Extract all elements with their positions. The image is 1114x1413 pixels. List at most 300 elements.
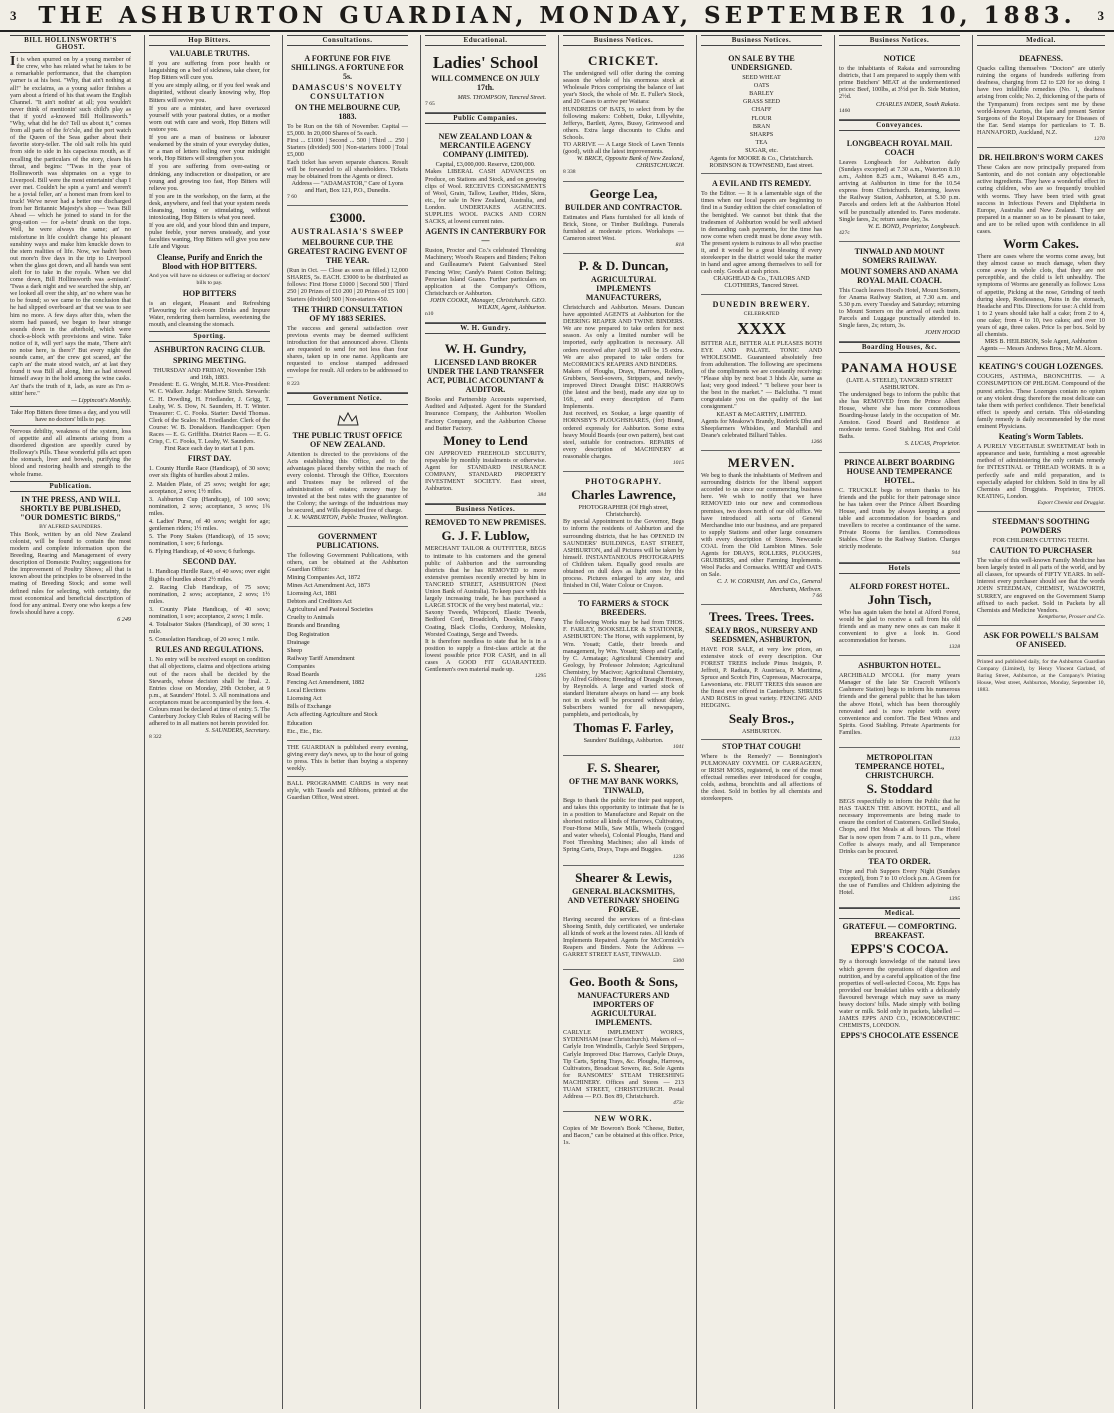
publication-item: Fencing Act Amendment, 1882 [287,679,365,687]
story-heading: BILL HOLLINSWORTH'S GHOST. [10,35,131,53]
methven-signature: C. J. W. CORNISH, Jun. and Co., General Merchants, Methven. [717,578,822,593]
ad-ref: 427c [839,229,850,236]
deafness-ad [977,49,1105,148]
agents-text: Ruston, Proctor and Co.'s celebrated Threshing Machinery; Wood's Reapers and Binders; Felton and Guilleaume's Patent Galvanised Steel Fencing Wire; Candy's Patent Cotton Belting; Peruvian Island Guano. Further particulars on application at the Company's Offices, Christchurch or Ashburton. [425,247,546,297]
farley-sub: Saunders' Buildings, Ashburton. [583,736,664,744]
steedman-sub: FOR CHILDREN CUTTING TEETH. [992,536,1090,544]
brewery-text: BITTER ALE, BITTER ALE PLEASES BOTH EYE AND PALATE. TONIC AND WHOLESOME. Guaranteed absolutely free from adulteration. The following are specimens of the compliments we are constantly receiving: "Please ship by next boat 3 hhds Ale, same as last; very good indeed." "I believe your beer is the best in the market." — Balclutha. "I must congratulate you on the quality of the last consignment." [701,339,822,411]
royal-crest-icon [335,411,361,427]
masthead [0,4,1114,32]
cricket-list: HUNDREDS OF BATS, to select from by the following makers: Cobbett, Duke, Lillywhite, Jefferys, Bartlett, Ayres, Bussy, Grimwood and others. Extra large discounts to Clubs and Schools. [563,105,684,141]
tisch-title: John Tisch, [867,591,932,607]
publication-item: Bills of Exchange [287,703,332,711]
hop-bitters-text: is an elegant, Pleasant and Refreshing Flavouring for sick-room Drinks and Impure Water, rendering them harmless, sweetening the mouth, and cleansing the stomach. [149,299,270,328]
ad-ref: n10 [425,311,434,318]
cough-text: Where is the Remedy? — Bonnington's PULMONARY OXYMEL OF CARRAGEEN, or IRISH MOSS, registered, is one of the most effectual remedies ever introduced for coughs, colds, asthma, bronchitis and all affections of the chest. Sold in bottles by all chemists and storekeepers. [701,752,822,803]
agents-title: AGENTS IN CANTERBURY FOR — [425,227,546,246]
cricket-arrive: TO ARRIVE — A Large Stock of Lawn Tennis (good), with all the latest improvements. [563,141,684,156]
sale-item: SEED WHEAT [742,74,781,82]
damascus-sub: ON THE MELBOURNE CUP, 1883. [295,103,400,122]
public-trust-title: THE PUBLIC TRUST OFFICE OF NEW ZEALAND. [292,430,403,449]
coach-text: Leaves Longbeach for Ashburton daily (Sundays excepted) at 7.30 a.m., Waterton 8.10 a.m., Ashton 8.25 a.m., Wakanui 8.45 a.m., arriving at Ashburton in time for the 10.54 express from Christchurch. Returning, leaves the Railway Station, Ashburton, at 5.30 p.m. Parcels and orders left at the Ashburton Hotel will be punctually attended to. Fares moderate. Single fares, 2s; return same day, 3s. [839,158,960,223]
notice-text: to the inhabitants of Rakaia and surrounding districts, that I am prepared to supply them with prime Butchers' MEAT at the undermentioned prices: Beef, 100lbs, at 3½d per lb. Side Mutton, 2½d. [839,65,960,101]
ad-ref: 8 338 [563,169,576,176]
tinwald-signature: JOHN HOOD [924,329,960,337]
column-5 [558,35,688,1409]
duncan-sub: AGRICULTURAL IMPLEMENTS MANUFACTURERS, [585,274,662,302]
ad-ref: 1266 [810,438,822,445]
on-sale-signature: Agents for MOORE & Co., Christchurch. ROBINSON & TOWNSEND, East street. [709,155,814,170]
tisch-text: Who has again taken the hotel at Alford Forest, would be glad to receive a call from his old friends and as many new ones as can make it convenient to give a look in. Good accommodation for horses. [839,608,960,644]
evil-remedy-title: A EVIL AND ITS REMEDY. [711,179,812,189]
on-sale-ad [701,49,822,174]
sale-item: TEA [755,138,768,146]
ad-ref: 8 322 [149,734,162,741]
stoddard-text: BEGS respectfully to inform the Public that he HAS TAKEN THE ABOVE HOTEL, and all necessary improvements are being made to ensure the comfort of Customers. Grilled Steaks, Chops, and Hot Meals at all hours. The Hotel Bar is now open from 7 a.m. to 11 p.m., where Coffee is always ready, and all Temperance Drinks can be procured. [839,798,960,855]
tinwald-sub: MOUNT SOMERS AND ANAMA ROYAL MAIL COACH. [840,266,959,285]
gundry-title: W. H. Gundry, [444,341,527,357]
booth-title: Geo. Booth & Sons, [569,974,678,990]
alford-forest-ad [839,577,960,657]
nz-loan-ad [425,127,546,323]
methven-text: We beg to thank the inhabitants of Methven and surrounding districts for the liberal support accorded to us since our commencing business here. We wish to notify that we have REMOVED into our new and commodious premises, two doors north of our old office. We have introduced all sorts of General Merchandise into our business, and are prepared to supply Stations and other large consumers with every description of Stores. Newcastle COAL from the Old Lambton Mines. Sole Agents for DRAYS, ROLLERS, PLOUGHS, GRUBBERS, and other Farming Implements. Wool Packs and Cornsacks. WHEAT and OATS on Sale. [701,472,822,579]
publication-item: Mines Act Amendment Act, 1873 [287,581,371,589]
conveyances-heading: Conveyances. [839,120,960,131]
shearer-text: Begs to thank the public for their past support, and takes this opportunity to intimate that he is in a position to Manufacture and Repair on the shortest notice all kinds of Harrows, Cultivators, Four-Horse Mills, Saw Mills, Wheels (cogged and water wheels), Colonial Ploughs, Hand and Foot Threshing Machines; also all kinds of Spring Carts, Drays, Traps and Buggies. [563,796,684,854]
column-6 [696,35,826,1409]
rakaia-notice-ad [839,49,960,120]
ad-ref: 1295 [534,673,546,680]
heilbron-title: DR. HEILBRON'S WORM CAKES [978,153,1104,163]
trees-sub: SEALY BROS., NURSERY AND SEEDSMEN, ASHBURTON, [705,625,818,644]
hotels-heading: Hotels [839,563,960,574]
lublow-end: It is therefore needless to state that he is in a position to supply a first-class article at the lowest possible price FOR CASH, and in all cases A GOOD FIT GUARANTEED. Gentlemen's own material made up. [425,637,546,674]
public-companies-heading: Public Companies. [425,113,546,124]
third-consultation: THE THIRD CONSULTATION OF MY 1883 SERIES. [292,304,403,323]
publication-item: Sheep [287,646,303,654]
race-entry: 4. Totalisator Stakes (Handicap), of 30 sovs; 1 mile. [149,621,270,636]
educational-heading: Educational. [425,35,546,46]
cleanse-line: Cleanse, Purify and Enrich the Blood with HOP BITTERS. [156,252,263,271]
brewery-signature: KEAST & McCARTHY, LIMITED. [716,410,807,418]
medical-heading: Medical. [977,35,1105,46]
ashburton-hotel-ad [839,656,960,748]
column-1 [6,35,135,1409]
race-entry: 5. Consolation Handicap, of 20 sovs; 1 mile. [149,636,260,644]
consultation-text: The success and general satisfaction over previous events may be deemed sufficient introduction for that announced above. Clients are requested to send for not less than four shares, taken up in one name. Applicants are requested to enclose stamped addressed envelope for result. All orders to be addressed to — [287,324,408,382]
keating-ad [977,357,1105,512]
hop-truth: If you are a minister, and have overtaxed yourself with your pastoral duties, or a mother worn out with care and work, Hop Bitters will restore you. [149,104,270,133]
story-text: It is when spurred on by a young member of the crew, who has related what he takes to be a remarkable performance, that the champion yarner is at his best. "Why, that ain't nothing at all!" he exclaims, as a young sailor finishes a yarn about a friend of his that swam the English Channel. "It ain't nothin' at all; you wouldn't never think of mentionin' such child's play as that if you'd a-knowed Bill Hollinsworth." "Why, what did he do? Tell us about it," comes from all parts of the fo'c'sle, and the port watch of the Queen of the Seas gather about their favorite story-teller. The old salt rolls his quid from side to side in his capacious mouth, as if recalling the particulars of the story, clears his throat, and begins: "'Twas in the year of Hollinsworth was shipmates on a vyge to Liverpool. Bill were the most entertainin' chap I ever met. Couldn't he spin a yarn! and weren't he a jovial feller, an' a honest man from keel to truck! We've never had a better one discharged from her Britannic Majesty's shop — 'twas Bill Ahead — which he joined to stand in for the grog-ration — for a-bein' drunk on the tops. Well, he were always the same; an' no misfortune in life couldn't change his pleasant sunshiny ways and make him knuckle down to the stern realities of life. Now, we hadn't been out more'n five days in the trip to Liverpool when the glass got down, and all hands was sent aloft for to take in the royals. When we did come down, Bill Hollinsworth was a-missin'. 'Twas a dark night and we searched the ship, an' we looked all over the ship, an' no where was he to be found; so we came to the conclusion that he had slipped overboard an' that we was to see him no more. A few days after this, when the storm had passed, we began to hear strange sounds down in the afterhold, which were chock-a-block with provisions and wine. Take notice of it, will yer! says the mate, 'There ain't no noise here, is there?' But every night the sounds came, an' the crew got scared, an' the cap'n an' the mate stood watch, an' at last they found it was Bill all along, him as had stowed himself away in the hold among the wine casks. An' that's the truth of it, lads, as sure as I'm a-sittin' here." [10,54,131,397]
damascus-address: Address — "ADAMASTOR," Care of Lyons and Hart, Box 121, P.O., Dunedin. [291,179,404,194]
photography-ad [563,472,684,594]
hop-truth: If you are simply ailing, or if you feel weak and dispirited, without clearly knowing why, Hop Bitters will revive you. [149,82,270,104]
cricket-signature: W. BRICE, Opposite Bank of New Zealand, CHRISTCHURCH. [576,155,684,170]
gov-publications-title: GOVERNMENT PUBLICATIONS. [316,531,379,550]
heilbron-signature: MRS B. HEILBRON, Sole Agent, Ashburton Agents — Messrs Andrews Bros.; Mr M. Alcorn. [979,338,1103,353]
ad-ref: 7 65 [425,101,435,108]
hop-truths-list [149,60,270,250]
sale-item: FLOUR [751,114,772,122]
ad-ref: 1133 [949,736,960,742]
trees-title: Trees. Trees. Trees. [708,608,815,624]
shearer-ad [563,756,684,866]
shearer-lewis-ad [563,866,684,971]
publication-author: BY ALFRED SAUNDERS. [39,523,102,530]
photography-heading: PHOTOGRAPHY. [585,477,662,487]
nz-loan-title: NEW ZEALAND LOAN & MERCANTILE AGENCY COMPANY (LIMITED). [438,132,533,160]
worm-cakes-text: There are cases where the worms come away, but they almost cause so much damage, when they come away in whole clots, that they are not perceptible, and the child is left unhealthy. The symptoms of Worms are generally as follows: Loss of appetite, Picking at the nose, Grinding of teeth during sleep, Restlessness, Pains in the stomach, Headache and Fits. Directions for use: A child from 1 to 2 years should take half a cake; from 2 to 4, one cake; from 4 to 10, two cakes; and over 10 years of age, three cakes. Price 1s per box. Sold by all chemists. [977,253,1105,339]
sporting-heading: Sporting. [149,331,270,342]
ad-ref: 818 [675,241,684,248]
brewery-title: DUNEDIN BREWERY. [712,299,811,309]
publications-list [287,574,408,735]
shearer-title: F. S. Shearer, [587,759,660,775]
farmers-text: The following Works may be had from THOS. F. FARLEY, BOOKSELLER & STATIONER, ASHBURTON: The Horse, with supplement, by Wm. Youatt; Cattle, their breeds and management, by Wm. Youatt; Sheep and Cattle, by C. Armatage; Agricultural Chemistry and Geology, by Professor Johnston; Agricultural Chemistry, by Macivor; Agricultural Chemistry, by Alfred Gibbons; Breeding of Draught Horses, by Reynolds. A large and varied stock of standard literature always on hand — any book not in stock will be procured without delay. Subscribers wanted for all newspapers, pamphlets, and periodicals, by [563,619,684,719]
heilbron-ad [977,148,1105,357]
panama-house-ad [839,356,960,453]
heilbron-text: These Cakes are now principally prepared from Santonin, and do not contain any objectionable active ingredients. They have a wonderful effect in curing children, who are so frequently troubled with worms. They have been tried with great success in Infectious Fevers and Diphtheria in Europe, Australia and New Zealand. They are prepared in a manner so as to be pleasant to take, and are to be relied upon with confidence in all cases. [977,164,1105,235]
worm-tablets-text: A PURELY VEGETABLE SWEETMEAT both in appearance and taste, furnishing a most agreeable method of administering the only certain remedy for INTESTINAL or THREAD WORMS. It is a perfectly safe and mild preparation, and is especially adapted for children. Sold in tins by all Chemists and Druggists. Proprietor, THOS. KEATING, London. [977,443,1105,500]
column-7 [834,35,964,1409]
ladies-school-title: Ladies' School [432,53,539,73]
publication-text: This Book, written by an old New Zealand colonist, will be found to contain the most modern and complete information upon the Breeding, Rearing and Management of every description of Domestic Poultry; suggestions for the improvement of Poultry Shows; all that is known about the principles to be observed in the mating of Breeding Stock; and some well defined rules for selecting, with certainty, the most economical and beneficial description of food for any animal. Every one who keeps a few fowls should have a copy. [10,530,131,616]
farmers-title: TO FARMERS & STOCK BREEDERS. [578,599,669,618]
damascus-prizes: First ... £1000 | Second ... 500 | Third ... 250 | Starters (divided) 500 | Non-starters 1000 | Total £5,000 [287,137,408,159]
panama-signature: S. LUCAS, Proprietor. [904,440,960,448]
ad-ref: 473c [673,1100,684,1107]
page-number-left: 3 [10,8,17,23]
first-day-title: FIRST DAY. [187,454,232,464]
publication-item: Licensing Act [287,695,322,703]
sale-item: SUGAR, etc. [745,146,778,154]
farmers-ad [563,594,684,756]
cricket-ad [563,49,684,181]
newspaper-title: THE ASHBURTON GUARDIAN, MONDAY, SEPTEMBER 10, 1883. [38,2,1076,29]
publication-item: Licensing Act, 1881 [287,590,338,598]
coach-title: LONGBEACH ROYAL MAIL COACH [846,138,953,157]
hop-bitters-heading: Hop Bitters. [149,35,270,46]
story-credit: — Lippincott's Monthly. [71,396,131,404]
race-entry: 5. The Pony Stakes (Handicap), of 15 sovs; nomination, 1 sov; 6 furlongs. [149,533,270,548]
racing-club-title: ASHBURTON RACING CLUB. [154,345,265,355]
evil-remedy-ad [701,174,822,294]
hop-truths-title: VALUABLE TRUTHS. [169,49,250,59]
ashburton-hotel-title: ASHBURTON HOTEL. [858,661,941,671]
money-to-lend-text: ON APPROVED FREEHOLD SECURITY, repayable by monthly instalments or otherwise. Agent for STANDARD INSURANCE COMPANY, STANDARD PROPERTY INVESTMENT SOCIETY. East street, Ashburton. [425,449,546,493]
cleanse-sub: And you will have no sickness or suffering or doctors' bills to pay. [149,272,270,286]
coach-signature: W. E. BOND, Proprietor, Longbeach. [867,222,960,230]
gundry-heading: W. H. Gundry. [425,323,546,334]
ad-ref: 1460 [839,107,851,114]
publication-ref: 6 249 [117,615,131,623]
tinwald-text: This Coach leaves Hood's Hotel, Mount Somers, for Anama Railway Station, at 7.30 a.m. and 5.30 p.m. every Tuesday and Saturday; returning to Mount Somers on the arrival of each train. Parcels and Luggage punctually attended to. Single fares, 2s; return, 3s. [839,286,960,330]
race-entry: 3. County Plate Handicap, of 40 sovs; nomination, 1 sov; acceptance, 2 sovs; 1 mile. [149,605,270,620]
publication-item: Mining Companies Act, 1872 [287,573,361,581]
ad-ref: 944 [951,550,960,557]
race-entry: 2. Maiden Plate, of 25 sovs; weight for age; acceptance, 2 sovs; 1½ miles. [149,480,270,495]
shearer-lewis-sub: GENERAL BLACKSMITHS, AND VETERINARY SHOEING FORGE. [567,886,680,914]
column-4 [420,35,550,1409]
prince-albert-ad [839,453,960,563]
on-sale-title: ON SALE BY THE UNDERSIGNED. [728,54,795,73]
booth-ad [563,970,684,1112]
vr-crest [287,411,408,429]
sweep-text: (Run in Oct. — Close as soon as filled.) 12,000 SHARES, 5s. EACH. £3000 to be distributed as follows: First Horse £1000 | Second 500 | Third 250 | 20 Prizes of £10 200 | 20 Prizes of £5 100 | Starters (divided) 500 | Non-starters 450. [287,267,408,303]
shearer-lewis-text: Having secured the services of a first-class Shoeing Smith, duly certificated, we undertake all kinds of work at the lowest rates. All kinds of Implements Repaired. Agents for McCormick's Reapers and Binders. Note the Address — GARRET STREET EAST, TINWALD. [563,915,684,959]
sealy-title: Sealy Bros., [728,710,795,726]
holloway-notice: Nervous debility, weakness of the system, loss of appetite and all ailments arising from a disordered digestion are speedily cured by Holloway's Pills. These wonderful pills act upon the stomach, liver and bowels, purifying the blood and restoring health and strength to the whole frame. [10,427,131,478]
panama-text: The undersigned begs to inform the public that she has REMOVED from the Prince Albert House, where she has more commodious Boarding-house lately in the occupation of Mr. Amston. Good Board and Residence at moderate terms. Good Stabling. Hot and Cold Baths. [839,390,960,441]
powell-title: ASK FOR POWELL'S BALSAM OF ANISEED. [983,630,1099,649]
gundry-text: Books and Partnership Accounts supervised, Audited and Adjusted. Agent for the Standard Insurance Company, the Ashburton Woollen Factory Company, and the Ashburton Cheese and Butter Factory. [425,396,546,432]
race-entry: 2. Racing Club Handicap, of 75 sovs; nomination, 2 sovs; acceptance, 2 sovs; 1½ miles. [149,583,270,605]
race-entry: 6. Flying Handicap, of 40 sovs; 6 furlongs. [149,548,256,556]
ad-ref: Export Chemist and Druggist. [1037,499,1105,506]
photographer-name: Charles Lawrence, [571,487,676,503]
publication-item: Companies [287,662,315,670]
page-number-right: 3 [1097,8,1104,23]
ladies-school-text: WILL COMMENCE ON JULY 17th. [431,74,540,93]
duncan-ad [563,254,684,472]
booth-sub: MANUFACTURERS AND IMPORTERS OF AGRICULTURAL IMPLEMENTS. [577,991,670,1028]
race-entry: 3. Ashburton Cup (Handicap), of 100 sovs; nomination, 2 sovs; acceptance, 3 sovs; 1¾ miles. [149,495,270,517]
epps-text: By a thorough knowledge of the natural laws which govern the operations of digestion and nutrition, and by a careful application of the fine properties of well-selected Cocoa, Mr. Epps has provided our breakfast tables with a delicately flavoured beverage which may save us many heavy doctors' bills. Made simply with boiling water or milk. Sold only in packets, labelled — JAMES EPPS AND CO., HOMOEOPATHIC CHEMISTS, LONDON. [839,958,960,1030]
publication-item: Agricultural and Pastoral Societies [287,606,374,614]
hop-truth: If you are in the workshop, on the farm, at the desk, anywhere, and feel that your system needs cleansing, toning or stimulating, without intoxicating, Hop Bitters is what you need. [149,192,270,222]
business-notices-heading: Business Notices. [563,35,684,46]
damascus-title: A FORTUNE FOR FIVE SHILLINGS. A FORTUNE FOR 5s. [291,54,404,82]
race-entry: 1. Handicap Hurdle Race, of 40 sovs; over eight flights of hurdles about 2½ miles. [149,568,270,583]
brewery-sub: CELEBRATED [743,310,780,317]
race-entry: 1. County Hurdle Race (Handicap), of 30 sovs; over six flights of hurdles about 2 miles. [149,465,270,480]
ladies-school-ad [425,49,546,113]
damascus-head: DAMASCUS'S NOVELTY CONSULTATION [292,83,403,102]
evil-remedy-signature: CRAIGHEAD & Co., TAILORS AND CLOTHIERS, Tancred Street. [713,275,810,290]
steedman-caution: CAUTION TO PURCHASER [989,546,1093,556]
boarding-houses-heading: Boarding Houses, &c. [839,342,960,353]
brewery-xxxx: XXXX [736,318,787,338]
lea-title: George Lea, [589,185,658,201]
lea-sub: BUILDER AND CONTRACTOR. [565,202,682,212]
evil-remedy-text: To the Editor. — It is a lamentable sign of the times when our local papers are beginning to find in a Sunday edition the chief consolation of the benighted. We cannot but think that the tradesmen of Ashburton would be well advised in demanding cash payments, for the time has now come when credit must be done away with. The present system is ruinous to all who practise it, and it would be a great blessing if every storekeeper in the district would take the matter in hand and agree among themselves to sell for cash only. Goods at cash prices. [701,190,822,276]
column-2 [144,35,274,1409]
epps-sub: GRATEFUL — COMFORTING. BREAKFAST. [842,922,957,941]
lublow-list: Saxony Tweeds, Whipcord, Elastic Tweeds, Bedford Cord, Broadcloth, Doeskin, Fancy Coating, Black Cloths, Corduroy, Moleskin, Worsted Coatings, Serge and Tweeds. [425,609,546,638]
racing-club-sub: SPRING MEETING. [173,356,246,366]
ad-ref: 8 223 [287,381,300,388]
agents-signature: JOHN COOKE, Manager, Christchurch. GEO. WILKIN, Agent, Ashburton. [429,296,546,311]
secretary-signature: S. SAUNDERS, Secretary. [205,727,270,735]
ladies-school-signature: MRS. THOMPSON, Tancred Street. [457,94,546,102]
hop-truth: If you are old, and your blood thin and impure, pulse feeble, your nerves unsteady, and your faculties waning, Hop Bitters will give you new Life and Vigour. [149,222,270,251]
sale-item: BARLEY [749,90,774,98]
sale-item: CHAFF [751,106,772,114]
gov-publications-text: The following Government Publications, with others, can be obtained at the Ashburton Guardian Office: [287,551,408,573]
hop-truth: If you are a man of business or labourer weakened by the strain of your everyday duties, or a man of letters toiling over your midnight work, Hop Bitters will strengthen you. [149,134,270,163]
ad-ref: 1328 [948,644,960,651]
public-trust-signature: J. K. WARBURTON, Public Trustee, Wellington. [288,514,408,522]
government-notice-heading: Government Notice. [287,393,408,404]
ashburton-hotel-text: ARCHIBALD M'COLL (for many years Manager of the late Sir Cracroft Wilson's Cashmere Station) begs to inform his numerous friends and the general public that he has taken the above Hotel, which has been thoroughly renovated and is now replete with every convenience and comfort. The Best Wines and Spirits. Good Stabling. Private Apartments for Families. [839,672,960,736]
ad-ref: 7 66 [812,592,822,599]
ad-ref: Kempthorne, Prosser and Co. [1038,613,1105,620]
duncan-title: P. & D. Duncan, [578,257,669,273]
guardian-notice: THE GUARDIAN is published every evening, giving every day's news, up to the hour of going to press. This is better than buying a sixpenny weekly. [287,741,408,777]
ad-ref: 1395 [948,896,960,903]
sealy-sub: ASHBURTON. [742,727,781,735]
australasia-ad [287,206,408,393]
ad-ref: 1015 [672,460,684,467]
hop-bitters-note: Take Hop Bitters three times a day, and you will have no doctors' bills to pay. [10,408,131,423]
removed-notice: REMOVED TO NEW PREMISES. [425,518,546,528]
publication-item: Railway Tariff Amendment [287,654,355,662]
publication-item: Dog Registration [287,630,330,638]
brewery-agents: Agents for Meakow's Brandy, Roderick Dhu and Sheepfarmers Whiskies, and Marshall and Deane's celebrated Billiard Tables. [701,417,822,439]
on-sale-list [701,74,822,154]
lublow-title: G. J. F. Lublow, [441,528,530,544]
ad-ref: 1236 [672,853,684,860]
trees-ad [701,605,822,740]
shearer-lewis-title: Shearer & Lewis, [575,869,672,885]
stoddard-title: S. Stoddard [866,781,933,797]
sweep-head: AUSTRALASIA'S SWEEP [290,227,405,237]
sale-item: SHARPS [749,130,774,138]
duncan-more: Just received, ex Soukar, a large quantity of HORNSBY'S PLOUGHSHARES, (for) Brand, ordered expressly for Ashburton. Some extra heavy Mould Boards (our own pattern), best cast steel, suitable for contractors. REPAIRS of every description of MACHINERY at reasonable charges. [563,410,684,460]
publication-item: Road Boards [287,670,320,678]
publication-item: Cruelty to Animals [287,614,335,622]
racing-officials: President: E. G. Wright, M.H.R. Vice-President: W. C. Walker. Judge: Matthew Stitch. Stewards: C. H. Dowding, H. Friedlander, J. Grigg, T. Leahy, W. S. Dow, N. Saunders, H. T. Winter. Treasurer: C. C. Fooks. Starter: David Thomas. Clerk of the Scales: M. Friedlander. Clerk of the Course: W. B. Donaldson. Handicapper: Open Races — E. G. Griffiths. District Races — E. G. Crisp, C. C. Fooks, T. Leahy, W. Saunders. [149,381,270,446]
publication-heading: Publication. [10,481,131,492]
new-work-text: Copies of Mr Bowron's Book "Cheese, Butter, and Bacon," can be obtained at this office. Price, 1s. [563,1125,684,1147]
ad-ref: 1270 [1093,136,1105,143]
trees-text: HAVE FOR SALE, at very low prices, an extensive stock of every description. Our FOREST TREES include Pinus Insignis, P. Jeffreii, P. Radiata, P. Austriaca, P. Maritima, Spruce and Scotch Firs, Cupressus, Macrocarpa, Lawsoniana, etc. FRUIT TREES this season are the finest ever offered in Canterbury. SHRUBS AND ROSES in great variety. FENCING AND HEDGING. [701,645,822,710]
gov-publications-ad [287,527,408,741]
sale-item: BRAN [752,122,771,130]
hop-truth: If you are suffering from poor health or languishing on a bed of sickness, take cheer, for Hop Bitters will cure you. [149,60,270,82]
business-notices-heading: Business Notices. [839,35,960,46]
publication-item: Etc., Etc., Etc. [287,727,323,735]
panama-sub: (LATE A. STEELE), TANCRED STREET ASHBURTON. [846,376,953,391]
powell-ad [977,626,1105,656]
public-trust-ad [287,408,408,527]
publication-item: Education [287,719,313,727]
worm-cakes-title: Worm Cakes. [1003,236,1079,252]
duncan-text: Christchurch and Ashburton. Messrs. Duncan have appointed AGENTS at Ashburton for the DEERING REAPER AND TWINE BINDERS. We are now prepared to take orders for next season. As only a limited number will be imported, early application is necessary. All orders received after April 30 will be 15 extra. We are also prepared to take orders for McCORMICK'S REAPERS AND BINDERS. [563,303,684,368]
damascus-ad [287,49,408,206]
printer-imprint: Printed and published daily, for the Ashburton Guardian Company (Limited), by Henry Vincent Garland, of Baring Street, Ashburton, at the Company's Printing House, West street, Ashburton, Monday, September 10, 1883. [977,658,1105,694]
epps-footer: EPPS'S CHOCOLATE ESSENCE [840,1031,959,1041]
methven-title: MERVEN. [727,455,796,471]
race-entry: 4. Ladies' Purse, of 40 sovs; weight for age; gentlemen riders; 1½ miles. [149,517,270,533]
rules-text: 1. No entry will be received except on condition that all objections, claims and objections arising out of the races shall be decided by the Stewards, whose decision shall be final. 2. Entries close on Monday, 29th October, at 9 p.m., at Saunders' Hotel. 3. All nominations and acceptances must be accompanied by the fees. 4. Colours must be declared at time of entry. 5. The Canterbury Jockey Club Rules of Racing will be adhered to in all matters not herein provided for. [149,656,270,728]
damascus-text: To be Run on the 6th of November. Capital — £5,000. In 20,000 Shares of 5s each. [287,123,408,138]
deafness-title: DEAFNESS. [1019,54,1063,64]
cough-title: STOP THAT COUGH! [722,741,801,751]
rules-title: RULES AND REGULATIONS. [155,645,264,655]
first-race-note: First Race each day to start at 1 p.m. [164,445,255,453]
gundry-ad [425,337,546,504]
ad-ref: 384 [537,492,546,499]
keating-text: COUGHS, ASTHMA, BRONCHITIS. — A CONSUMPTION OF PHLEGM. Compound of the purest articles. These Lozenges contain no opium or any violent drug; therefore the most delicate can take them with perfect confidence. Their beneficial effect is speedy and certain. This old-standing family remedy is daily recommended by the most eminent Physicians. [977,373,1105,431]
photography-text: By special Appointment to the Governor, Begs to inform the residents of Ashburton and the surrounding districts, that he has OPENED IN SAUNDERS' BUILDINGS, EAST STREET, ASHBURTON, and all Pictures will be taken by himself. INSTANTANEOUS PHOTOGRAPHS of Children taken. Equally good results are obtained on dull days as light ones by this process. Pictures enlarged to any size, and finished in Oil, Water Colour or Crayon. [563,518,684,590]
consultations-heading: Consultations. [287,35,408,46]
booth-text: CARLYLE IMPLEMENT WORKS, SYDENHAM (near Christchurch). Makers of — Carlyle Iron Windmills, Carlyle Seed Strippers, Carlyle Improved Disc Harrows, Carlyle Drays, Tip Carts, Spring Trays, &c. Ploughs, Harrows, Cultivators, Broadcast Sowers, &c. Sole Agents for RANSOMES' STEAM THRESHING MACHINERY. Offices and Stores — 213 TUAM STREET, CHRISTCHURCH. Postal Address — P.O. Box 89, Christchurch. [563,1029,684,1101]
public-trust-text: Attention is directed to the provisions of the Acts establishing this Office, and to the advantages placed thereby within the reach of every colonist. Through the Office, Executors and Trustees may be relieved of the administration of estates; money may be invested at the best rates with the guarantee of the Colony; the savings of the industrious may be secured, and Wills deposited free of charge. [287,450,408,515]
methven-ad [701,451,822,605]
sweep-amount: £3000. [329,210,366,226]
sale-item: OATS [753,82,770,90]
publication-item: Local Elections [287,687,326,695]
alford-title: ALFORD FOREST HOTEL. [849,581,950,591]
ad-ref: 1041 [672,743,684,750]
steedman-text: The value of this well-known Family Medicine has been largely tested in all parts of the world, and by all classes, for upwards of FIFTY YEARS. In self-interest every purchaser should see that the words JOHN STEEDMAN, CHEMIST, WALWORTH, SURREY, are engraved on the Government Stamp affixed to each packet. Sold in Packets by all Chemists and Medicine Vendors. [977,557,1105,614]
hop-truth: If you are suffering from over-eating or drinking, any indiscretion or dissipation, or are young and growing too fast, Hop Bitters will relieve you. [149,163,270,192]
sale-item: GRASS SEED [743,98,780,106]
keating-title: KEATING'S COUGH LOZENGES. [978,362,1104,372]
nz-loan-capital: Capital, £3,000,000. Reserve, £200,000. [435,161,536,169]
ad-ref: 5300 [672,958,684,965]
panama-title: PANAMA HOUSE [841,359,958,375]
metropolitan-title: METROPOLITAN TEMPERANCE HOTEL, CHRISTCHURCH. [854,753,945,781]
worm-tablets-title: Keating's Worm Tablets. [998,432,1084,442]
epps-title: EPPS'S COCOA. [850,941,949,957]
tinwald-railway-ad [839,242,960,342]
notice-signature: CHARLES INDER, South Rakaia. [875,100,960,108]
ad-ref: 7 60 [287,194,297,201]
business-notices-heading: Business Notices. [425,504,546,515]
gundry-sub: LICENSED LAND BROKER UNDER THE LAND TRANSFER ACT, PUBLIC ACCOUNTANT & AUDITOR. [426,358,545,395]
business-notices-heading: Business Notices. [701,35,822,46]
metropolitan-hotel-ad [839,748,960,908]
steedman-ad [977,512,1105,626]
column-3 [282,35,412,1409]
tea-title: TEA TO ORDER. [868,856,931,866]
hop-bitters-title: HOP BITTERS [182,288,237,298]
steedman-title: STEEDMAN'S SOOTHING POWDERS [992,516,1090,535]
publication-item: Debtors and Creditors Act [287,598,352,606]
column-8 [972,35,1109,1409]
second-day-title: SECOND DAY. [182,557,237,567]
longbeach-coach-ad [839,134,960,242]
tinwald-title: TINWALD AND MOUNT SOMERS RAILWAY. [854,246,945,265]
nz-loan-text: Makes LIBERAL CASH ADVANCES on Produce, on Stations and Stock, and on growing clips of Wool. RECEIVES CONSIGNMENTS of Wool, Grain, Tallow, Leather, Hides, Skins, etc., for sale in New Zealand, Australia, and London. UNDERTAKES AGENCIES. SUPPLIES WOOL PACKS AND CORN SACKS, at lowest current rates. [425,168,546,226]
ball-cards-notice: BALL PROGRAMME CARDS in very neat style, with Tassels and Ribbons, printed at the Guardian Office, West street. [287,780,408,802]
lea-ad [563,182,684,254]
damascus-note: Each ticket has seven separate chances. Result will be forwarded to all shareholders. Tickets may be obtained from the Agents or direct. [287,158,408,180]
sweep-sub: MELBOURNE CUP. THE GREATEST RACING EVENT OF THE YEAR. [287,238,408,266]
duncan-makers: Makers of Ploughs, Drays, Harrows, Rollers, Grubbers, Seed-sowers, Strippers, and newly-improved Direct Draught DISC HARROWS (the latest and the best), made any size up to 16ft., and every description of Farm Implements. [563,367,684,411]
tea-text: Tripe and Fish Suppers Every Night (Sundays excepted), from 7 to 10 o'clock p.m. A Green for the use of Families and Children adjoining the Hotel. [839,867,960,897]
prince-albert-title: PRINCE ALBERT BOARDING HOUSE AND TEMPERANCE HOTEL. [844,457,955,485]
new-work-title: NEW WORK. [594,1114,653,1124]
medical-heading: Medical. [839,908,960,919]
publication-item: Brands and Branding [287,622,340,630]
racing-dates: THURSDAY AND FRIDAY, November 15th and 16th, 1883. [153,367,266,382]
publication-item: Drainage [287,638,310,646]
notice-title: NOTICE [883,54,916,64]
cricket-title: CRICKET. [588,53,659,69]
deafness-text: Quacks calling themselves "Doctors" are utterly ruining the organs of hundreds suffering from deafness, charging from £2 to £20 for so doing. I have two infallible remedies (No. 1, deafness arising from colds; No. 2, thickening of the parts of the Tympanum) from recipes sent me by these world-known Aurists, the late and present Senior Surgeons of the Royal Dispensary for Diseases of the Ear. Send stamps for particulars to T. B. HANNAFORD, Auckland, N.Z. [977,65,1105,136]
farley-title: Thomas F. Farley, [573,719,674,735]
dunedin-brewery-ad [701,295,822,452]
publication-title: IN THE PRESS, AND WILL SHORTLY BE PUBLISHED, "OUR DOMESTIC BIRDS," [20,494,121,522]
photographer-sub: PHOTOGRAPHER (Of High street, Christchurch). [578,504,669,519]
prince-albert-text: C. TRUCKLE begs to return thanks to his friends and the public for their patronage since he has taken over the Prince Albert Boarding House, and trusts by always keeping a good table and accommodation for boarders and travellers to receive a continuance of the same. Private Rooms for families. Commodious Stables. Close to the Railway Station. Charges strictly moderate. [839,486,960,551]
columns [6,35,1108,1409]
money-to-lend-title: Money to Lend [443,432,528,448]
cricket-text: The undersigned will offer during the coming season the whole of his enormous stock at Wholesale Prices comprising the balance of last year's Stock, the whole of Mr. E. Fuller's Stock, and 20 Cases to arrive per Waitara: [563,70,684,106]
